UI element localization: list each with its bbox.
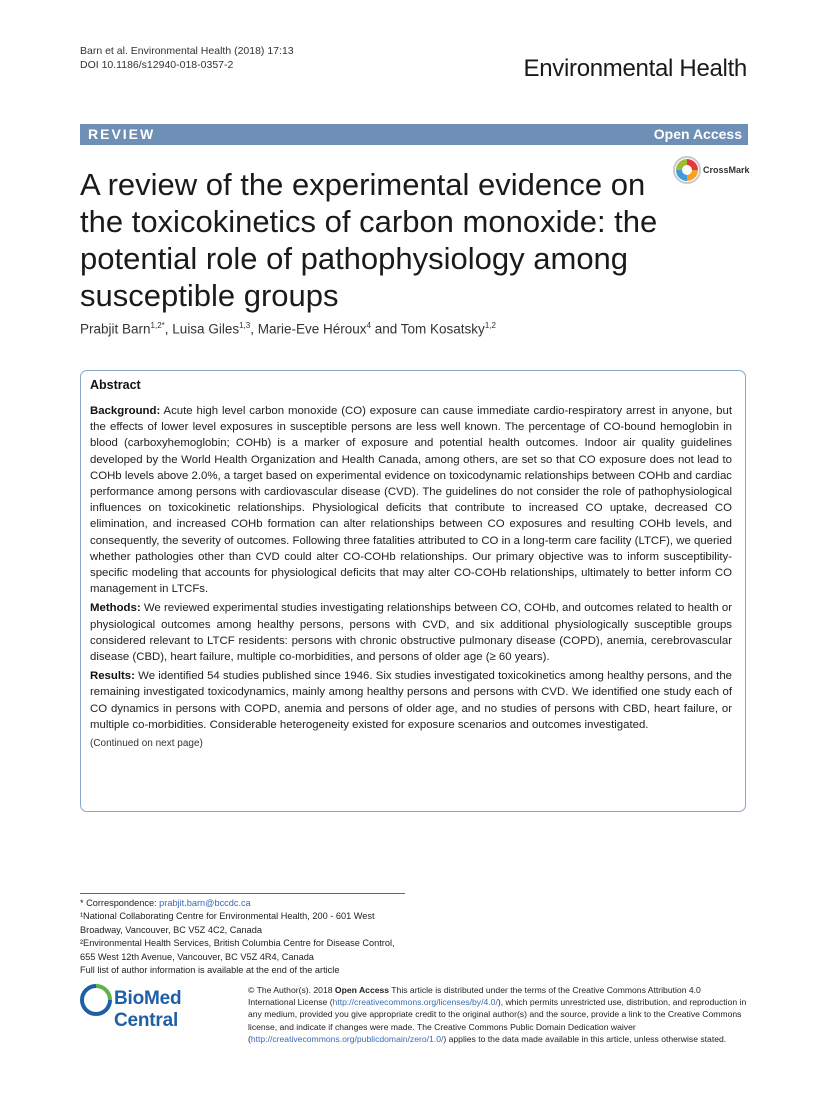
cc-by-link[interactable]: http://creativecommons.org/licenses/by/4.0/ xyxy=(332,997,498,1008)
author-separator: , xyxy=(250,321,258,337)
open-access-label: Open Access xyxy=(653,126,742,142)
correspondence xyxy=(80,897,410,910)
abstract-heading: Abstract xyxy=(90,378,141,392)
abstract-body xyxy=(90,403,732,752)
author-name: Prabjit Barn xyxy=(80,321,151,337)
author-affiliation: 1,2 xyxy=(484,321,496,330)
section-label: Methods: xyxy=(90,602,141,615)
article-type-label: REVIEW xyxy=(88,126,156,142)
section-label: Results: xyxy=(90,670,135,683)
doi-line: DOI 10.1186/s12940-018-0357-2 xyxy=(80,59,234,71)
article-type-banner xyxy=(80,124,748,145)
correspondence-label: * Correspondence: xyxy=(80,898,160,908)
license-part: ), which permits unrestricted use, distribution, and reproduction in any medium, provided you give appropriate credit to the original author(s) and the source, provide a link to the Creative Commons license, and indicate if changes were made. The Creative Commons Public Domain Dedication waiver ( xyxy=(248,997,747,1044)
section-text: We identified 54 studies published since 1946. Six studies investigated toxicokinetics among healthy persons, and the remaining investigated toxicodynamics, mainly among healthy persons and persons with CVD. We identified one study each of CO dynamics in persons with COPD, anemia and persons of older age, and no studies of persons with CBD, heart failure, or multiple co-morbidities. Considerable heterogeneity existed for exposure scenarios and outcomes investigated. xyxy=(90,670,732,731)
publisher-logo xyxy=(80,984,240,1031)
publisher-name: BioMed Central xyxy=(114,988,182,1031)
author-info-note: Full list of author information is available at the end of the article xyxy=(80,965,340,976)
affiliation-2: ²Environmental Health Services, British Columbia Centre for Disease Control, 655 West 12th Avenue, Vancouver, BC V5Z 4R4, Canada xyxy=(80,938,395,962)
author-separator: , xyxy=(164,321,173,337)
author-affiliation: 1,2* xyxy=(150,321,165,330)
journal-name: Environmental Health xyxy=(523,55,747,82)
article-title: A review of the experimental evidence on the toxicokinetics of carbon monoxide: the potential role of pathophysiology among susceptible groups xyxy=(80,167,658,313)
crossmark-icon xyxy=(672,155,702,185)
citation xyxy=(80,44,294,72)
cc-zero-link[interactable]: http://creativecommons.org/publicdomain/zero/1.0/ xyxy=(250,1033,444,1044)
abstract-background xyxy=(90,403,732,597)
author-name: Tom Kosatsky xyxy=(400,321,485,337)
author-affiliation: 1,3 xyxy=(239,321,251,330)
continued-note: (Continued on next page) xyxy=(90,738,203,750)
affiliation-1: ¹National Collaborating Centre for Environmental Health, 200 - 601 West Broadway, Vancouver, BC V5Z 4C2, Canada xyxy=(80,911,375,935)
author-name: Marie-Eve Héroux xyxy=(257,321,367,337)
abstract-box xyxy=(80,370,746,812)
footnote-divider xyxy=(80,893,405,894)
crossmark-label: CrossMark xyxy=(703,165,750,175)
section-text: We reviewed experimental studies investigating relationships between CO, COHb, and outcomes related to health or physiological outcomes among healthy persons, persons with CVD, and six additional physiologically susceptible groups considered relevant to LTCF residents: persons with chronic obstructive pulmonary disease (COPD), anemia, cerebrovascular disease (CBD), heart failure, multiple co-morbidities, and persons of older age (≥ 60 years). xyxy=(90,602,732,664)
footnotes xyxy=(80,897,410,977)
license-text xyxy=(248,984,748,1045)
citation-line: Barn et al. Environmental Health (2018) 17:13 xyxy=(80,45,294,57)
author-separator: and xyxy=(370,321,401,337)
author-name: Luisa Giles xyxy=(172,321,240,337)
biomed-central-icon xyxy=(80,984,112,1016)
license-part: ) applies to the data made available in this article, unless otherwise stated. xyxy=(443,1033,727,1044)
abstract-results xyxy=(90,668,732,733)
abstract-methods xyxy=(90,600,732,665)
correspondence-email[interactable]: prabjit.barn@bccdc.ca xyxy=(159,898,251,908)
author-affiliation: 4 xyxy=(366,321,371,330)
author-list xyxy=(80,321,496,337)
license-part: This article is distributed under the terms of the Creative Commons Attribution 4.0 International License ( xyxy=(248,985,701,1008)
section-text: Acute high level carbon monoxide (CO) exposure can cause immediate cardio-respiratory arrest in anyone, but the effects of lower level exposures in susceptible persons are less well known. The percentage of CO-bound hemoglobin in blood (carboxyhemoglobin; COHb) is a marker of exposure and potential health outcomes. Indoor air quality guidelines developed by the World Health Organization and Health Canada, among others, are set so that CO exposure does not lead to COHb levels above 2.0%, a target based on experimental evidence on toxicodynamic relationships between COHb and cardiac performance among persons with cardiovascular disease (CVD). The guidelines do not consider the role of pathophysiological influences on toxicokinetic relationships. Physiological deficits that contribute to increased CO uptake, decreased CO elimination, and increased COHb formation can alter relationships between CO exposures and resulting COHb levels, and consequently, the severity of outcomes. Following three fatalities attributed to CO in a long-term care facility (LTCF), we queried whether pathologies other than CVD could alter CO-COHb relationships. Our primary objective was to inform susceptibility-specific modeling that accounts for physiological deficits that may alter CO-COHb relationships, ultimately to better inform CO management in LTCFs. xyxy=(90,405,732,596)
license-part: © The Author(s). 2018 xyxy=(248,985,335,995)
crossmark-badge[interactable] xyxy=(672,155,752,187)
section-label: Background: xyxy=(90,405,161,417)
license-open-access: Open Access xyxy=(334,985,390,995)
